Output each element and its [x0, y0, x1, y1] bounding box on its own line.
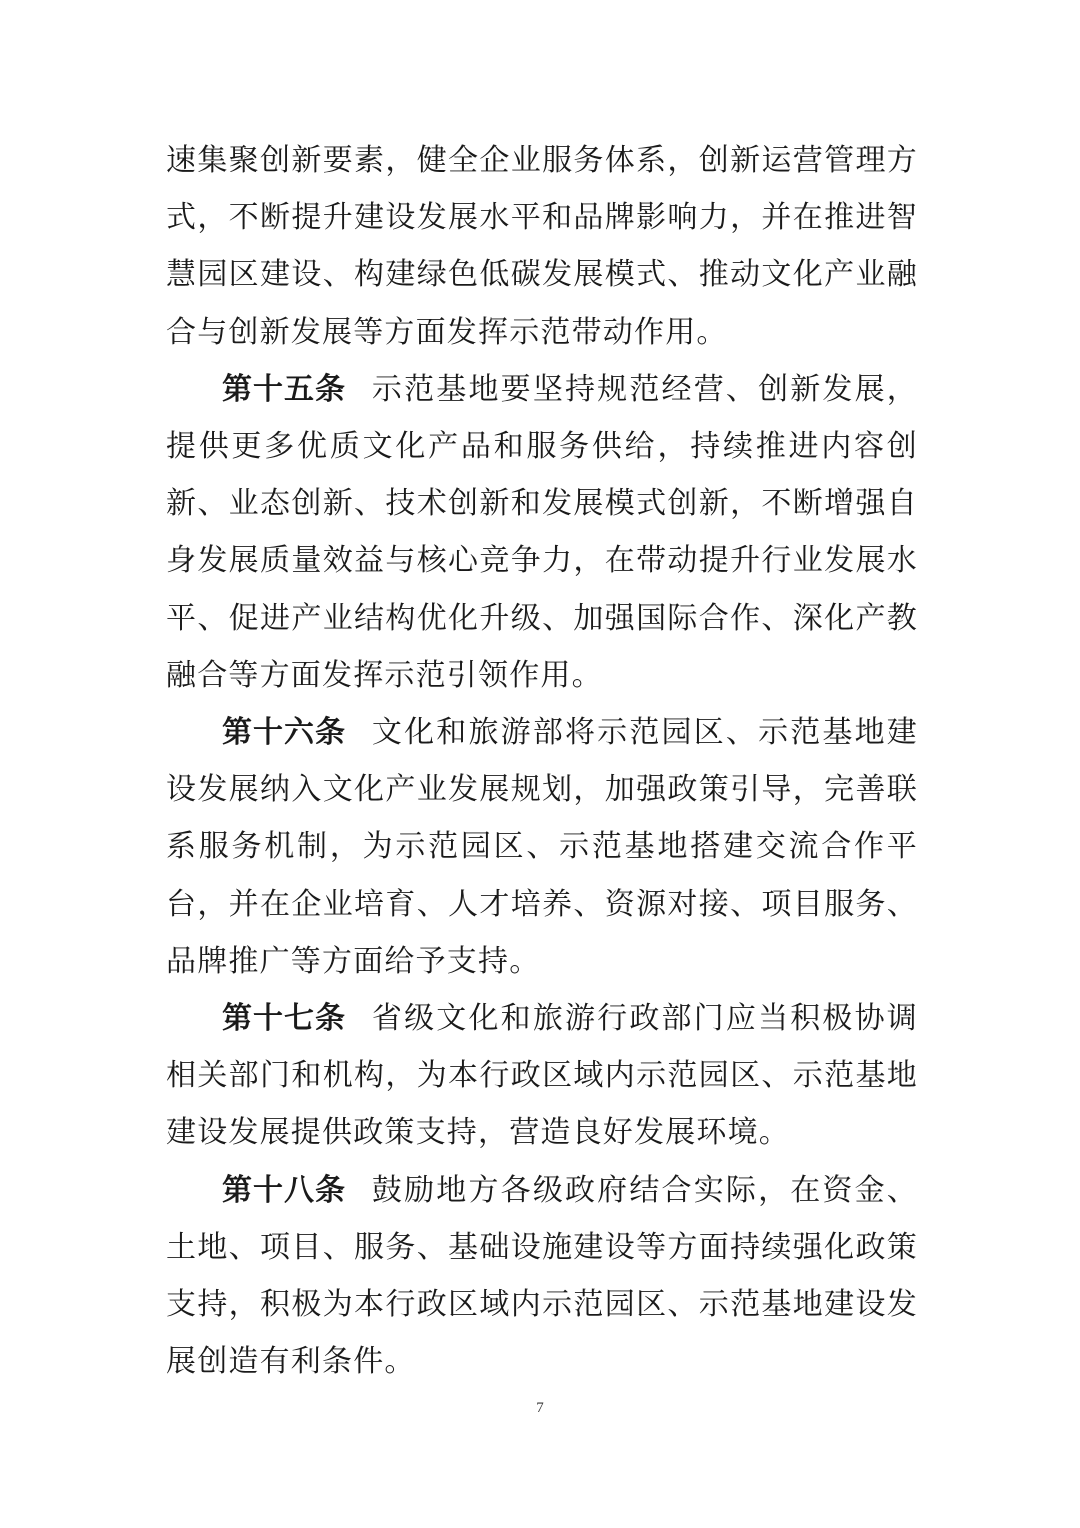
- document-body: [166, 132, 918, 1390]
- article-15: [166, 361, 918, 704]
- paragraph-text: 速集聚创新要素，健全企业服务体系，创新运营管理方式，不断提升建设发展水平和品牌影响力，并在推进智慧园区建设、构建绿色低碳发展模式、推动文化产业融合与创新发展等方面发挥示范带动作用。: [166, 143, 918, 350]
- article-text: 省级文化和旅游行政部门应当积极协调相关部门和机构，为本行政区域内示范园区、示范基地建设发展提供政策支持，营造良好发展环境。: [166, 1001, 918, 1151]
- article-17: [166, 990, 918, 1162]
- article-text: 文化和旅游部将示范园区、示范基地建设发展纳入文化产业发展规划，加强政策引导，完善联系服务机制，为示范园区、示范基地搭建交流合作平台，并在企业培育、人才培养、资源对接、项目服务、品牌推广等方面给予支持。: [166, 715, 918, 979]
- article-16: [166, 704, 918, 990]
- article-number: 第十七条: [222, 1001, 346, 1037]
- article-text: 鼓励地方各级政府结合实际，在资金、土地、项目、服务、基础设施建设等方面持续强化政策支持，积极为本行政区域内示范园区、示范基地建设发展创造有利条件。: [166, 1172, 918, 1380]
- page-number: 7: [536, 1400, 544, 1416]
- paragraph-continuation: [166, 132, 918, 361]
- article-text: 示范基地要坚持规范经营、创新发展，提供更多优质文化产品和服务供给，持续推进内容创新、业态创新、技术创新和发展模式创新，不断增强自身发展质量效益与核心竞争力，在带动提升行业发展水平、促进产业结构优化升级、加强国际合作、深化产教融合等方面发挥示范引领作用。: [166, 371, 918, 693]
- article-18: [166, 1162, 918, 1391]
- article-number: 第十六条: [222, 715, 346, 751]
- article-number: 第十五条: [222, 371, 346, 407]
- article-number: 第十八条: [222, 1172, 346, 1208]
